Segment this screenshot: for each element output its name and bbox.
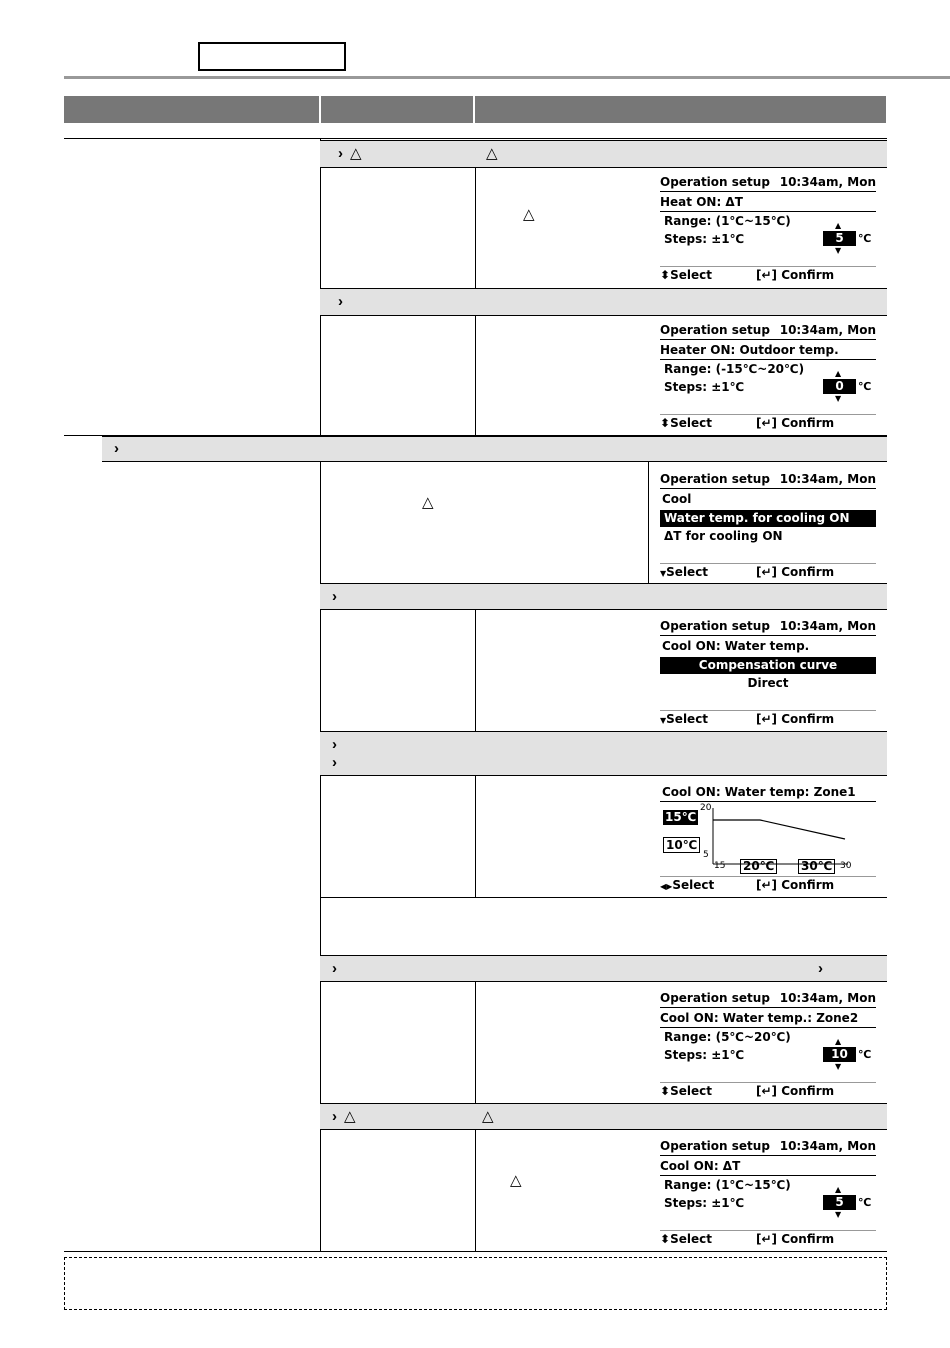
lcd-time: 10:34am, Mon [779,175,876,189]
lcd-select: Select [670,416,712,430]
lcd-title: Operation setup [660,323,770,337]
lcd-title: Operation setup [660,991,770,1005]
arrow-down-icon: ▼ [835,246,842,255]
lcd-separator [660,563,876,564]
curve-y-low-box: 10℃ [663,837,700,853]
lcd-confirm: [↵] Confirm [756,268,835,282]
lcd-select: Select [666,712,709,726]
curve-y-high-box: 15℃ [665,810,697,824]
lcd-select: Select [670,1084,712,1098]
lcd-time: 10:34am, Mon [779,323,876,337]
updown-icon: ⬍ [660,416,671,430]
arrow-up-icon: ▲ [835,1185,842,1194]
lcd-value: 10 [823,1047,856,1062]
chevron-right-icon: › [332,960,337,977]
lcd-confirm: [↵] Confirm [756,712,835,726]
lcd-range: Range: (-15℃~20℃) [664,362,805,376]
column-divider [475,776,476,897]
menu-path-row [320,955,887,982]
chevron-right-icon: › [338,293,343,310]
lcd-steps: Steps: ±1℃ [664,1048,745,1062]
lcd-confirm: [↵] Confirm [756,878,835,892]
lcd-subtitle: Cool ON: ΔT [660,1159,741,1173]
updown-icon: ⬍ [660,1232,671,1246]
chevron-right-icon: › [818,960,823,977]
chevron-right-icon: › [332,736,337,753]
lcd-subtitle: Heater ON: Outdoor temp. [660,343,839,357]
lcd-title: Operation setup [660,619,770,633]
column-divider [475,316,476,436]
triangle-icon: △ [350,144,362,162]
chevron-right-icon: › [338,145,343,162]
lcd-subtitle: Heat ON: ΔT [660,195,743,209]
lcd-time: 10:34am, Mon [779,991,876,1005]
lcd-unit: ℃ [858,1196,872,1209]
column-divider [475,610,476,731]
lcd-steps: Steps: ±1℃ [664,1196,745,1210]
lcd-range: Range: (5℃~20℃) [664,1030,791,1044]
lcd-value: 0 [823,379,856,394]
lcd-time: 10:34am, Mon [779,1139,876,1153]
lcd-select: Select [670,1232,712,1246]
curve-y-min: 5 [703,850,709,860]
arrow-up-icon: ▲ [835,221,842,230]
menu-path-row [320,140,887,168]
lcd-title: Operation setup [660,175,770,189]
lcd-unit: ℃ [858,232,872,245]
lcd-menu-item-selected: Water temp. for cooling ON [660,510,876,527]
triangle-icon: △ [510,1171,522,1189]
updown-icon: ⬍ [660,268,671,282]
lcd-range: Range: (1℃~15℃) [664,214,791,228]
lcd-confirm: [↵] Confirm [756,1084,835,1098]
table-header-default [321,96,473,123]
lcd-range: Range: (1℃~15℃) [664,1178,791,1192]
column-divider [648,462,649,583]
column-divider [475,1130,476,1252]
table-rule [64,138,887,139]
lcd-cool-water-temp [660,618,876,736]
lcd-separator [660,266,876,267]
curve-x-max: 30 [840,861,852,871]
lcd-time: 10:34am, Mon [779,472,876,486]
arrow-down-icon: ▼ [660,716,667,725]
lcd-cool-zone2 [660,990,876,1108]
lcd-steps: Steps: ±1℃ [664,380,745,394]
curve-y-max: 20 [700,803,712,813]
lcd-heater-outdoor [660,322,876,440]
arrow-down-icon: ▼ [835,1062,842,1071]
lcd-confirm: [↵] Confirm [756,416,835,430]
lcd-heat-delta-t [660,174,876,292]
column-divider [475,982,476,1103]
lcd-select: Select [666,565,709,579]
lcd-menu-item-selected: Compensation curve [660,657,876,674]
arrow-down-icon: ▼ [660,569,667,578]
lcd-confirm: [↵] Confirm [756,565,835,579]
updown-icon: ⬍ [660,1084,671,1098]
menu-path-row [320,731,887,776]
column-divider [320,462,321,1252]
triangle-icon: △ [344,1107,356,1125]
arrow-down-icon: ▼ [835,394,842,403]
table-header-item [64,96,319,123]
chevron-right-icon: › [332,1108,337,1125]
arrow-up-icon: ▲ [835,1037,842,1046]
header-label-box [198,42,346,71]
lcd-cool-curve-zone1 [660,784,876,902]
lcd-subtitle: Cool ON: Water temp: Zone1 [662,785,856,799]
arrow-down-icon: ▼ [835,1210,842,1219]
chevron-right-icon: › [114,440,119,457]
lcd-unit: ℃ [858,1048,872,1061]
curve-x-high-box: 30℃ [798,859,835,874]
arrow-up-icon: ▲ [835,369,842,378]
triangle-icon: △ [523,205,535,223]
lcd-separator [660,710,876,711]
lcd-steps: Steps: ±1℃ [664,232,745,246]
lcd-subtitle: Cool ON: Water temp. [662,639,810,653]
lcd-value: 5 [823,231,856,246]
column-divider [320,138,321,436]
column-divider [475,168,476,288]
lcd-title: Operation setup [660,472,770,486]
triangle-icon: △ [486,144,498,162]
triangle-icon: △ [422,493,434,511]
header-rule [64,76,950,79]
lcd-select: Select [670,268,712,282]
four-way-arrow-icon: ◀▶ [660,882,673,891]
lcd-menu-item: ΔT for cooling ON [664,529,783,543]
lcd-subtitle: Cool ON: Water temp.: Zone2 [660,1011,859,1025]
lcd-separator [660,1230,876,1231]
lcd-value: 5 [823,1195,856,1210]
lcd-separator [660,1082,876,1083]
lcd-cool-menu [660,471,876,589]
lcd-separator [660,876,876,877]
chevron-right-icon: › [332,754,337,771]
lcd-title: Operation setup [660,1139,770,1153]
curve-x-low-box: 20℃ [740,859,777,874]
triangle-icon: △ [482,1107,494,1125]
lcd-separator [660,414,876,415]
table-header-description [475,96,886,123]
curve-x-min: 15 [714,861,726,871]
lcd-subtitle: Cool [662,492,692,506]
menu-path-row [320,288,887,316]
lcd-cool-delta-t [660,1138,876,1256]
lcd-unit: ℃ [858,380,872,393]
lcd-menu-item: Direct [747,676,789,690]
lcd-select: Select [672,878,715,892]
lcd-time: 10:34am, Mon [779,619,876,633]
note-box [64,1257,887,1310]
chevron-right-icon: › [332,588,337,605]
lcd-confirm: [↵] Confirm [756,1232,835,1246]
